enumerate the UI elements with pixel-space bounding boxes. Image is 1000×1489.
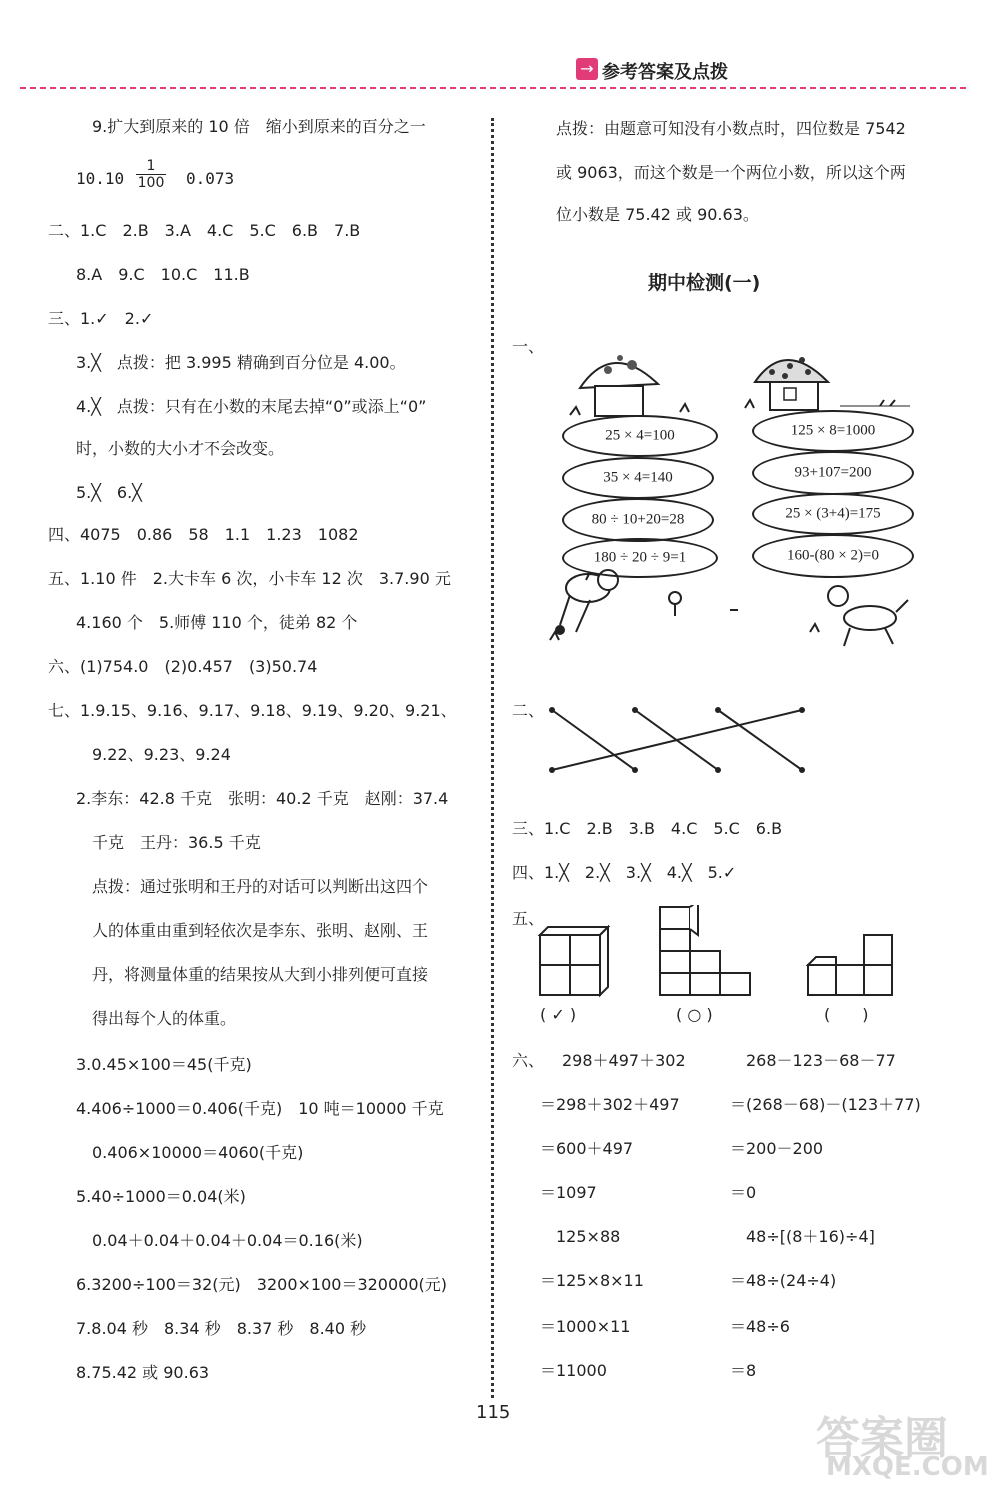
calc-line: ＝48÷(24÷4) xyxy=(730,1271,837,1290)
equation-oval xyxy=(752,534,914,578)
header-title: 参考答案及点拨 xyxy=(602,62,728,83)
equation-text: 180 ÷ 20 ÷ 9=1 xyxy=(593,549,687,566)
equation-oval xyxy=(562,498,714,542)
answer-line: 千克 王丹：36.5 千克 xyxy=(92,833,261,852)
page-number: 115 xyxy=(476,1402,511,1423)
answer-line: 五、1.10 件 2.大卡车 6 次，小卡车 12 次 3.7.90 元 xyxy=(48,569,451,588)
answer-line: 5.╳ 6.╳ xyxy=(76,483,142,502)
calc-line: ＝0 xyxy=(730,1183,757,1202)
answer-line: 七、1.9.15、9.16、9.17、9.18、9.19、9.20、9.21、 xyxy=(48,701,457,720)
equation-text: 160-(80 × 2)=0 xyxy=(787,547,879,564)
calc-line: ＝48÷6 xyxy=(730,1317,790,1336)
answer-line: 四、4075 0.86 58 1.1 1.23 1082 xyxy=(48,525,359,544)
equation-text: 125 × 8=1000 xyxy=(790,422,876,439)
equation-text: 25 × 4=100 xyxy=(605,427,675,444)
answer-line: 5.40÷1000＝0.04(米) xyxy=(76,1187,246,1206)
hint-line: 点拨：由题意可知没有小数点时，四位数是 7542 xyxy=(556,119,906,138)
hint-line: 位小数是 75.42 或 90.63。 xyxy=(556,205,759,224)
calc-line: 125×88 xyxy=(556,1227,621,1246)
equation-oval xyxy=(562,457,714,499)
answer-line: 丹，将测量体重的结果按从大到小排列便可直接 xyxy=(92,965,429,984)
answer-line: 9.22、9.23、9.24 xyxy=(92,745,231,764)
answer-line: 三、1.✓ 2.✓ xyxy=(48,309,154,328)
calc-line: ＝1097 xyxy=(540,1183,597,1202)
answer-line: 人的体重由重到轻依次是李东、张明、赵刚、王 xyxy=(92,921,429,940)
calc-line: ＝(268－68)－(123＋77) xyxy=(730,1095,921,1114)
mushroom-house-icon xyxy=(580,355,658,416)
header-divider xyxy=(20,87,966,89)
question-label: 六、 xyxy=(512,1051,545,1070)
watermark-site: MXQE.COM xyxy=(826,1452,989,1482)
equation-oval xyxy=(752,451,914,495)
equation-oval xyxy=(752,493,914,535)
column-divider xyxy=(491,118,494,1398)
answer-line: 0.073 xyxy=(186,169,235,188)
equation-text: 93+107=200 xyxy=(794,464,872,481)
dog-icon xyxy=(828,586,908,646)
answer-line: 7.8.04 秒 8.34 秒 8.37 秒 8.40 秒 xyxy=(76,1319,367,1338)
equation-oval xyxy=(752,410,914,452)
flower-icon xyxy=(669,592,681,616)
question-label: 二、 xyxy=(512,701,545,720)
fraction-denominator: 100 xyxy=(137,175,165,191)
calc-line: ＝8 xyxy=(730,1361,757,1380)
answer-line: 10.10 xyxy=(76,169,125,188)
answer-line: 四、1.╳ 2.╳ 3.╳ 4.╳ 5.✓ xyxy=(512,863,737,882)
cube-answer: ( ) xyxy=(824,1005,869,1024)
calc-line: 268－123－68－77 xyxy=(746,1051,896,1070)
answer-line: 点拨：通过张明和王丹的对话可以判断出这四个 xyxy=(92,877,429,896)
answer-line: 六、(1)754.0 (2)0.457 (3)50.74 xyxy=(48,657,318,676)
cube-answer: ( ✓ ) xyxy=(540,1005,577,1024)
answer-line: 4.╳ 点拨：只有在小数的末尾去掉“0”或添上“0” xyxy=(76,397,427,416)
answer-line: 0.04＋0.04＋0.04＋0.04＝0.16(米) xyxy=(92,1231,363,1250)
question-label: 一、 xyxy=(512,337,545,356)
answer-line: 二、1.C 2.B 3.A 4.C 5.C 6.B 7.B xyxy=(48,221,361,240)
watermark-logo: 答案圈 xyxy=(816,1413,948,1464)
answer-line: 时，小数的大小才不会改变。 xyxy=(76,439,285,458)
calc-line: 48÷[(8＋16)÷4] xyxy=(746,1227,875,1246)
equation-oval xyxy=(562,415,718,457)
question-label: 五、 xyxy=(512,909,545,928)
answer-line: 4.160 个 5.师傅 110 个，徒弟 82 个 xyxy=(76,613,358,632)
answer-line: 3.╳ 点拨：把 3.995 精确到百分位是 4.00。 xyxy=(76,353,406,372)
answer-line: 0.406×10000＝4060(千克) xyxy=(92,1143,304,1162)
equation-oval xyxy=(562,538,718,578)
answer-line: 9.扩大到原来的 10 倍 缩小到原来的百分之一 xyxy=(92,117,426,136)
answer-line: 得出每个人的体重。 xyxy=(92,1009,237,1028)
calc-line: ＝11000 xyxy=(540,1361,607,1380)
matching-lines xyxy=(540,700,820,780)
answer-line: 8.A 9.C 10.C 11.B xyxy=(76,265,250,284)
answer-line: 2.李东：42.8 千克 张明：40.2 千克 赵刚：37.4 xyxy=(76,789,449,808)
fraction-numerator: 1 xyxy=(146,158,156,174)
hint-line: 或 9063，而这个数是一个两位小数，所以这个两 xyxy=(556,163,906,182)
calc-line: 298＋497＋302 xyxy=(562,1051,686,1070)
calc-line: ＝200－200 xyxy=(730,1139,824,1158)
calc-line: ＝298＋302＋497 xyxy=(540,1095,680,1114)
fraction xyxy=(136,158,166,191)
answer-line: 8.75.42 或 90.63 xyxy=(76,1363,210,1382)
answer-line: 三、1.C 2.B 3.B 4.C 5.C 6.B xyxy=(512,819,783,838)
calc-line: ＝600＋497 xyxy=(540,1139,634,1158)
arrow-icon: → xyxy=(576,58,598,80)
equation-text: 80 ÷ 10+20=28 xyxy=(591,511,685,528)
calc-line: ＝1000×11 xyxy=(540,1317,631,1336)
calc-line: ＝125×8×11 xyxy=(540,1271,644,1290)
section-title: 期中检测(一) xyxy=(648,272,761,294)
mushroom-house-icon xyxy=(755,357,828,410)
cube-answer: ( ○ ) xyxy=(676,1005,713,1024)
equation-text: 35 × 4=140 xyxy=(603,469,673,486)
equation-text: 25 × (3+4)=175 xyxy=(785,505,881,522)
answer-line: 3.0.45×100＝45(千克) xyxy=(76,1055,252,1074)
answer-line: 4.406÷1000＝0.406(千克) 10 吨＝10000 千克 xyxy=(76,1099,444,1118)
answer-line: 6.3200÷100＝32(元) 3200×100＝320000(元) xyxy=(76,1275,448,1294)
